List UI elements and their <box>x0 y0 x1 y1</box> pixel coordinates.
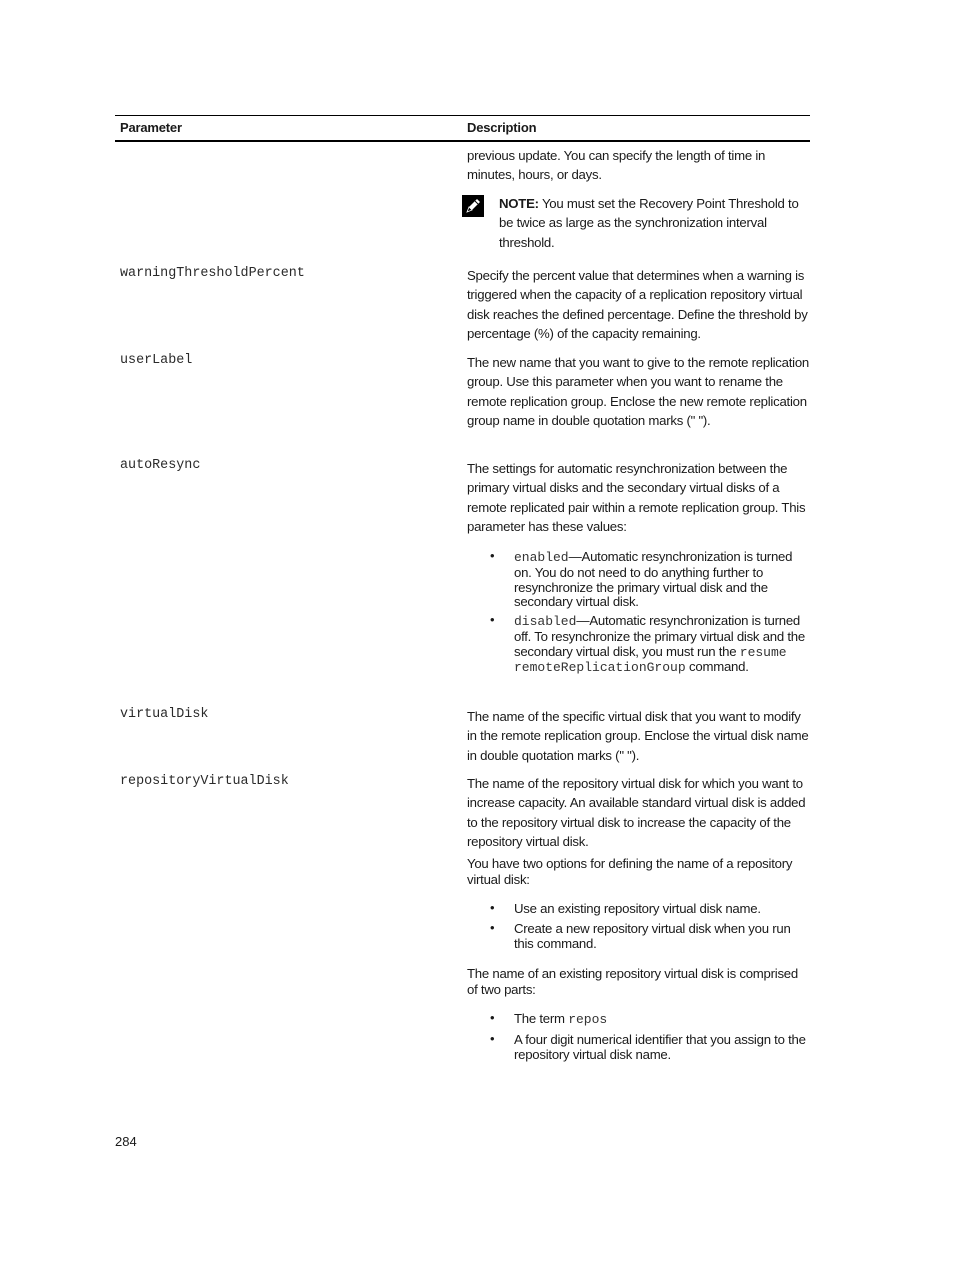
bullet-marker: • <box>490 548 495 563</box>
disabled-text-end: command. <box>685 659 749 675</box>
auto-resync-description <box>467 459 809 536</box>
continuation-text: previous update. You can specify the length of time in minutes, hours, or days. <box>467 148 766 183</box>
table-top-rule <box>115 115 810 116</box>
warning-threshold-description <box>467 266 809 343</box>
param-repository-virtual-disk: repositoryVirtualDisk <box>120 774 289 789</box>
repository-text-3: The name of an existing repository virtual disk is comprised of two parts: <box>467 966 798 997</box>
param-warning-threshold-percent: warningThresholdPercent <box>120 266 305 281</box>
param-auto-resync: autoResync <box>120 458 201 473</box>
bullet-marker: • <box>490 900 495 915</box>
column-header-description: Description <box>467 120 537 135</box>
page-number: 284 <box>115 1134 137 1149</box>
auto-resync-text: The settings for automatic resynchronization between the primary virtual disks and the secondary virtual disks of a remote replicated pair within a remote replication group. This parameter has these values: <box>467 461 806 534</box>
bullet-marker: • <box>490 612 495 627</box>
enabled-text: —Automatic resynchronization is turned on. You do not need to do anything further to resynchronize the primary virtual disk and the secondary virtual disk. <box>514 549 793 610</box>
bullet-marker: • <box>490 920 495 935</box>
user-label-description <box>467 353 809 430</box>
repository-description <box>467 774 809 851</box>
term-text: The term <box>514 1011 569 1026</box>
code-disabled: disabled <box>514 614 577 629</box>
bullet-marker: • <box>490 1010 495 1025</box>
list-item-enabled <box>514 550 806 610</box>
option-existing-text: Use an existing repository virtual disk name. <box>514 901 761 916</box>
code-enabled: enabled <box>514 550 569 565</box>
disabled-text: —Automatic resynchronization is turned off. To resynchronize the primary virtual disk and the secondary virtual disk, you must run the <box>514 613 805 659</box>
identifier-text: A four digit numerical identifier that you assign to the repository virtual disk name. <box>514 1032 806 1062</box>
list-item-term-repos <box>514 1012 806 1028</box>
table-header-rule <box>115 140 810 142</box>
note-text: You must set the Recovery Point Threshold to be twice as large as the synchronization interval threshold. <box>499 196 799 250</box>
list-item-identifier <box>514 1033 806 1063</box>
list-item-existing-name <box>514 902 806 917</box>
param-virtual-disk: virtualDisk <box>120 707 209 722</box>
note-block <box>499 194 804 252</box>
repository-text-1: The name of the repository virtual disk for which you want to increase capacity. An available standard virtual disk is added to the repository virtual disk to increase the capacity of the repository virtual disk. <box>467 776 806 849</box>
code-resume-command: resume remoteReplicationGroup <box>514 644 787 676</box>
note-icon <box>462 195 484 217</box>
repository-description-2 <box>467 856 809 888</box>
code-repos: repos <box>568 1012 608 1027</box>
note-label: NOTE: <box>499 196 539 211</box>
list-item-disabled <box>514 614 806 676</box>
option-create-text: Create a new repository virtual disk when you run this command. <box>514 921 791 951</box>
virtual-disk-description <box>467 707 809 765</box>
user-label-text: The new name that you want to give to the remote replication group. Use this parameter when you want to rename the remote replication group. Enclose the new remote replication group name in double quotation marks (" "). <box>467 355 809 428</box>
warning-threshold-text: Specify the percent value that determines when a warning is triggered when the capacity of a replication repository virtual disk reaches the defined percentage. Define the threshold by percentage (%) of the capacity remaining. <box>467 268 808 341</box>
repository-text-2: You have two options for defining the name of a repository virtual disk: <box>467 856 793 887</box>
list-item-create-new <box>514 922 806 952</box>
column-header-parameter: Parameter <box>120 120 182 135</box>
bullet-marker: • <box>490 1031 495 1046</box>
virtual-disk-text: The name of the specific virtual disk that you want to modify in the remote replication group. Enclose the virtual disk name in double quotation marks (" "). <box>467 709 809 763</box>
repository-description-3 <box>467 966 809 998</box>
continuation-description <box>467 146 809 185</box>
param-user-label: userLabel <box>120 353 193 368</box>
